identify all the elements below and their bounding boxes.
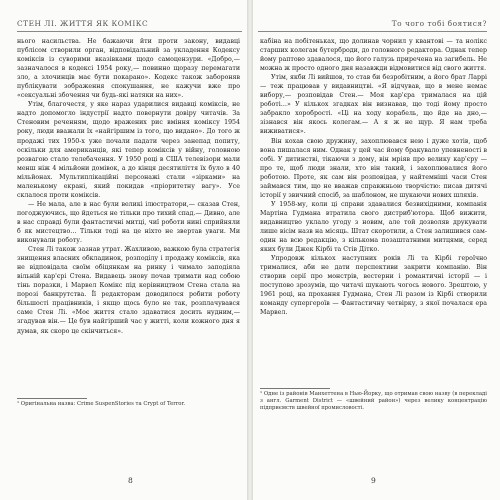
footnote-rule — [260, 388, 330, 389]
paragraph: Стен Лі також зазнав утрат. Жахливою, важкою була стратегія знищення власних обкладинок, розподілу і продажу коміксів, яка не відповідала своїм обіцянкам на ринку і чимало заподіяла вільній кар'єрі Стена. Видавець знову почав тримати над собою тінь поразки, і Марвел Комікс під керівництвом Стена стала на порозі банкрутства. Її редакторам доводилося робити роботу більшості працівників, і якщо щось було не так, розплачувався саме Стен Лі. «Моє життя стало здаватися досить нудним,— згадував він.— Це був найгірший час у житті, коли кожного дня я думав, як скоро це скінчиться». — [17, 246, 240, 335]
left-page — [0, 0, 247, 500]
paragraph: нього насильства. Не бажаючи йти проти закону, видавці публісом створили орган, відповідальний за укладення Кодексу коміксів із суворими вказівками щодо самоцензури. «Добро,— зазначалося в кодексі 1954 року,— повинно щоразу перемагати зло, а злочинців має бути покарано». Кодекс також забороняв публікувати зображення спокушання, не кажучи вже про «сексуальні збочення чи будь-які натяки на них». — [17, 38, 240, 100]
paragraph: Упродовж кількох наступних років Лі та Кірбі героїчно трималися, аби не дати перспективи закрити компанію. Він створив серії про монстрів, вестерни і романтичні історії — і поступово зрозумів, що читачі шукають чогось нового. Зрештою, у 1961 році, на прохання Гудмана, Стен Лі разом із Кірбі створили команду супергероїв — Фантастичну четвірку, з якої почалася ера Марвел. — [260, 255, 487, 317]
header-rule — [258, 31, 487, 32]
paragraph: Утім, благочестя, у яке нараз ударилися видавці коміксів, не надто допомогло індустрії надто повернути довіру читачів. За Стеновим реченням, щодо вражених рис вміння коміксу 1954 року, люди вважали їх «найгіршим із того, що видано». До того ж продажі тих 1950-х уже почали падати через занепад попиту, оскільки для американців, які тепер коміксів у війну, головною розвагою стало телебачення. У 1950 році в США телевізори мали менш ніж 4 мільйони домівок, а до кінця десятиліття їх було в 40 мільйонах. Мультиплікаційні персонажі стали «зірками» на маленькому екрані, який покидав «пріоритетну вагу». Усе склалося проти коміксів. — [17, 101, 240, 199]
right-page — [253, 0, 500, 500]
paragraph: У 1958-му, коли ці справи здавалися безвихідними, компанія Мартіна Гудмана втратила свого дистриб'ютора. Щоб вижити, видавництво уклало угоду з новим, але той дозволяв друкувати лише вісім назв на місяць. Штат скоротили, а Стен залишився сам-один на всю редакцію, з кількома позаштатними митцями, серед яких були Джек Кірбі та Стів Дітко. — [260, 200, 487, 254]
header-rule — [17, 31, 242, 32]
footnote: ¹ Оригінальна назва: Crime SuspenStories та Crypt of Terror. — [17, 401, 186, 407]
paragraph: Утім, якби Лі вийшов, то став би безробітним, а його брат Ларрі — теж працював у видавництві. «Я відчував, що в мене немає вибору,— розповідав Стен.— Моя кар'єра трималася на цій роботі…» У кількох згадках він визнавав, що тоді йому просто забракло хоробрості. «Ці на ходу корабель, що йде на дно,— зізнався він якось колегам.— А я ж не щур. Я нам треба виживатися». — [260, 74, 487, 136]
left-page-body — [17, 37, 240, 336]
paragraph: Він кохав свою дружину, захоплювався нею і дуже хотів, щоб вона пишалася ним. Однак у цей час йому бракувало упевненості в собі. У дитинстві, тікаючи з дому, він мріяв про велику кар'єру — про те, щоб люди знали, хто він такий, і захоплювалися його роботою. Проте, як сам він розповідав, у найтемніші часи Стен займався тим, що не вважав справжньою творчістю: писав дитячі історії у звичний спосіб, за шаблоном, не шукаючи нових шляхів. — [260, 137, 487, 199]
page-number: 8 — [128, 476, 133, 485]
page-number: 9 — [371, 476, 376, 485]
paragraph: — Не мала, але в нас були великі ілюстратори,— сказав Стен, погоджуючись, що йдеться не тільки про тихий спад.— Дивно, але в нас справді були фантастичні митці, чиї роботи нині сприйняли б як мистецтво… Тільки тоді на це ніхто не звертав уваги. Ми виконували роботу. — [17, 200, 240, 245]
right-page-body — [260, 37, 487, 317]
footnote: ¹ Одне із районів Манхеттена в Нью-Йорку, що отримав свою назву (в перекладі з англ. Garment District — «швейний район») через велику концентрацію підприємств швейної промисловості. — [260, 391, 487, 412]
paragraph: кабіна на побітеньках, що долинав чорнил у квантові — та нолікс старших колегам бутерброди, до головного редактора. Однак тепер йому раптово здавалося, що його галузь приречена на загибель. Не можна ж просто одного дня назавжди відмовитися від свого життя. — [260, 38, 487, 73]
running-header-right: То чого тобі боятися? — [391, 19, 487, 28]
running-header-left: СТЕН ЛІ. ЖИТТЯ ЯК КОМІКС — [17, 19, 149, 28]
footnote-rule — [17, 398, 87, 399]
